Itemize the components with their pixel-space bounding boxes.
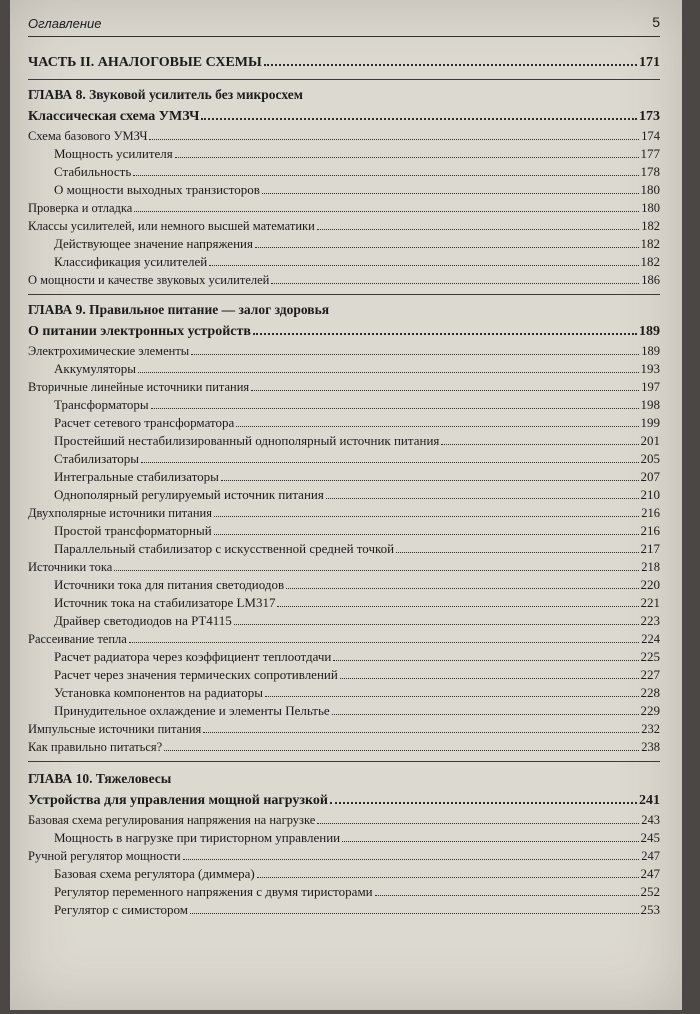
toc-entry[interactable] bbox=[28, 432, 660, 450]
leader-dots bbox=[396, 540, 638, 553]
entry-title: Как правильно питаться? bbox=[28, 740, 163, 754]
toc-entry[interactable] bbox=[28, 883, 660, 901]
toc-entry[interactable] bbox=[28, 540, 660, 558]
leader-dots bbox=[253, 321, 637, 335]
leader-dots bbox=[190, 901, 638, 914]
entry-page: 180 bbox=[640, 182, 660, 197]
entry-page: 201 bbox=[640, 433, 660, 448]
leader-dots bbox=[342, 829, 638, 842]
entry-title: Источники тока bbox=[28, 560, 113, 574]
entry-page: 252 bbox=[640, 884, 660, 899]
leader-dots bbox=[326, 486, 639, 499]
toc-entry[interactable] bbox=[28, 576, 660, 594]
entry-title: Действующее значение напряжения bbox=[54, 236, 253, 251]
entry-title: Проверка и отладка bbox=[28, 201, 133, 215]
entry-title: Установка компонентов на радиаторы bbox=[54, 685, 263, 700]
entry-page: 229 bbox=[640, 703, 660, 718]
entry-page: 182 bbox=[640, 254, 660, 269]
toc-entry[interactable] bbox=[28, 829, 660, 847]
entry-title: Аккумуляторы bbox=[54, 361, 137, 376]
entry-title: Интегральные стабилизаторы bbox=[54, 469, 219, 484]
leader-dots bbox=[317, 811, 639, 824]
toc-entry[interactable] bbox=[28, 648, 660, 666]
chapter-8-entries bbox=[28, 127, 660, 289]
entry-title: Источники тока для питания светодиодов bbox=[54, 577, 285, 592]
leader-dots bbox=[375, 883, 639, 896]
leader-dots bbox=[134, 199, 639, 212]
toc-entry[interactable] bbox=[28, 163, 660, 181]
leader-dots bbox=[264, 52, 637, 66]
toc-entry[interactable] bbox=[28, 145, 660, 163]
leader-dots bbox=[262, 181, 639, 194]
leader-dots bbox=[214, 522, 639, 535]
toc-entry[interactable] bbox=[28, 522, 660, 540]
section-title: Классическая схема УМЗЧ bbox=[28, 109, 200, 124]
toc-entry[interactable] bbox=[28, 666, 660, 684]
toc-entry[interactable] bbox=[28, 360, 660, 378]
entry-page: 245 bbox=[640, 830, 660, 845]
part-title: ЧАСТЬ II. АНАЛОГОВЫЕ СХЕМЫ bbox=[28, 55, 262, 70]
entry-title: Драйвер светодиодов на PT4115 bbox=[54, 613, 232, 628]
toc-entry[interactable] bbox=[28, 199, 660, 217]
entry-page: 198 bbox=[640, 397, 660, 412]
entry-page: 243 bbox=[641, 813, 660, 827]
toc-entry[interactable] bbox=[28, 271, 660, 289]
leader-dots bbox=[236, 414, 638, 427]
chapter-title: ГЛАВА 9. Правильное питание — залог здоровья bbox=[28, 302, 330, 317]
entry-title: Ручной регулятор мощности bbox=[28, 849, 181, 863]
leader-dots bbox=[221, 468, 639, 481]
leader-dots bbox=[175, 145, 639, 158]
chapter-10-heading[interactable] bbox=[28, 768, 660, 790]
entry-page: 205 bbox=[640, 451, 660, 466]
entry-title: Расчет радиатора через коэффициент теплоотдачи bbox=[54, 649, 332, 664]
entry-title: Источник тока на стабилизаторе LM317 bbox=[54, 595, 276, 610]
toc-entry[interactable] bbox=[28, 342, 660, 360]
entry-title: Расчет через значения термических сопротивлений bbox=[54, 667, 338, 682]
leader-dots bbox=[255, 235, 639, 248]
leader-dots bbox=[330, 790, 637, 804]
entry-page: 182 bbox=[641, 219, 660, 233]
leader-dots bbox=[317, 217, 639, 230]
leader-dots bbox=[214, 504, 639, 517]
toc-entry[interactable] bbox=[28, 558, 660, 576]
toc-entry[interactable] bbox=[28, 235, 660, 253]
chapter-9-entries bbox=[28, 342, 660, 756]
leader-dots bbox=[333, 648, 638, 661]
entry-title: О мощности и качестве звуковых усилителей bbox=[28, 273, 270, 287]
entry-page: 199 bbox=[640, 415, 660, 430]
entry-title: Регулятор с симистором bbox=[54, 902, 189, 917]
section-title: О питании электронных устройств bbox=[28, 324, 251, 339]
leader-dots bbox=[257, 865, 639, 878]
entry-page: 247 bbox=[640, 866, 660, 881]
leader-dots bbox=[141, 450, 639, 463]
entry-title: Импульсные источники питания bbox=[28, 722, 202, 736]
toc-entry[interactable] bbox=[28, 253, 660, 271]
page-header bbox=[28, 14, 660, 37]
leader-dots bbox=[191, 342, 639, 355]
entry-page: 207 bbox=[640, 469, 660, 484]
table-of-contents bbox=[28, 52, 660, 919]
leader-dots bbox=[164, 738, 639, 751]
leader-dots bbox=[183, 847, 640, 860]
entry-title: Стабилизаторы bbox=[54, 451, 139, 466]
toc-entry[interactable] bbox=[28, 414, 660, 432]
entry-title: Трансформаторы bbox=[54, 397, 149, 412]
leader-dots bbox=[271, 271, 639, 284]
toc-part-heading[interactable] bbox=[28, 52, 660, 74]
entry-page: 227 bbox=[640, 667, 660, 682]
entry-title: Рассеивание тепла bbox=[28, 632, 127, 646]
leader-dots bbox=[203, 720, 639, 733]
entry-page: 217 bbox=[640, 541, 660, 556]
entry-title: Двухполярные источники питания bbox=[28, 506, 212, 520]
entry-title: Классификация усилителей bbox=[54, 254, 208, 269]
leader-dots bbox=[151, 396, 639, 409]
part-page: 171 bbox=[639, 55, 660, 70]
entry-page: 247 bbox=[641, 849, 660, 863]
toc-entry[interactable] bbox=[28, 450, 660, 468]
entry-page: 189 bbox=[641, 344, 660, 358]
divider bbox=[28, 294, 660, 295]
toc-entry[interactable] bbox=[28, 127, 660, 145]
divider bbox=[28, 79, 660, 80]
leader-dots bbox=[201, 106, 637, 120]
entry-page: 178 bbox=[640, 164, 660, 179]
entry-title: Принудительное охлаждение и элементы Пельтье bbox=[54, 703, 330, 718]
entry-title: Однополярный регулируемый источник питания bbox=[54, 487, 324, 502]
leader-dots bbox=[286, 576, 638, 589]
entry-page: 218 bbox=[641, 560, 660, 574]
entry-title: Электрохимические элементы bbox=[28, 344, 190, 358]
entry-title: Расчет сетевого трансформатора bbox=[54, 415, 235, 430]
leader-dots bbox=[265, 684, 639, 697]
entry-page: 180 bbox=[641, 201, 660, 215]
leader-dots bbox=[332, 702, 639, 715]
toc-entry[interactable] bbox=[28, 468, 660, 486]
toc-entry[interactable] bbox=[28, 181, 660, 199]
entry-page: 186 bbox=[641, 273, 660, 287]
toc-entry[interactable] bbox=[28, 847, 660, 865]
leader-dots bbox=[340, 666, 639, 679]
toc-entry[interactable] bbox=[28, 378, 660, 396]
leader-dots bbox=[441, 432, 638, 445]
page-number: 5 bbox=[652, 14, 660, 30]
leader-dots bbox=[251, 378, 639, 391]
entry-page: 238 bbox=[641, 740, 660, 754]
leader-dots bbox=[129, 630, 639, 643]
toc-entry[interactable] bbox=[28, 630, 660, 648]
leader-dots bbox=[133, 163, 638, 176]
leader-dots bbox=[209, 253, 638, 266]
entry-title: Мощность усилителя bbox=[54, 146, 173, 161]
entry-title: Простейший нестабилизированный однополярный источник питания bbox=[54, 433, 440, 448]
entry-page: 177 bbox=[640, 146, 660, 161]
entry-page: 228 bbox=[640, 685, 660, 700]
leader-dots bbox=[149, 127, 639, 140]
entry-page: 174 bbox=[641, 129, 660, 143]
entry-page: 216 bbox=[641, 506, 660, 520]
section-page: 189 bbox=[639, 324, 660, 339]
entry-page: 182 bbox=[640, 236, 660, 251]
leader-dots bbox=[138, 360, 638, 373]
section-page: 173 bbox=[639, 109, 660, 124]
entry-page: 210 bbox=[640, 487, 660, 502]
toc-entry[interactable] bbox=[28, 684, 660, 702]
divider bbox=[28, 761, 660, 762]
entry-page: 232 bbox=[641, 722, 660, 736]
running-title: Оглавление bbox=[28, 16, 102, 31]
entry-page: 216 bbox=[640, 523, 660, 538]
entry-page: 221 bbox=[640, 595, 660, 610]
leader-dots bbox=[114, 558, 639, 571]
toc-entry[interactable] bbox=[28, 612, 660, 630]
chapter-10-section[interactable] bbox=[28, 790, 660, 811]
entry-title: Базовая схема регулятора (диммера) bbox=[54, 866, 255, 881]
section-page: 241 bbox=[639, 793, 660, 808]
toc-entry[interactable] bbox=[28, 811, 660, 829]
entry-title: О мощности выходных транзисторов bbox=[54, 182, 260, 197]
entry-page: 197 bbox=[641, 380, 660, 394]
chapter-8-section[interactable] bbox=[28, 106, 660, 127]
entry-page: 223 bbox=[640, 613, 660, 628]
book-page bbox=[10, 0, 682, 1010]
leader-dots bbox=[234, 612, 639, 625]
entry-page: 193 bbox=[640, 361, 660, 376]
chapter-8-heading[interactable] bbox=[28, 84, 660, 106]
entry-title: Вторичные линейные источники питания bbox=[28, 380, 250, 394]
toc-entry[interactable] bbox=[28, 702, 660, 720]
toc-entry[interactable] bbox=[28, 865, 660, 883]
entry-title: Схема базового УМЗЧ bbox=[28, 129, 148, 143]
toc-entry[interactable] bbox=[28, 594, 660, 612]
section-title: Устройства для управления мощной нагрузкой bbox=[28, 793, 328, 808]
entry-title: Базовая схема регулирования напряжения на нагрузке bbox=[28, 813, 316, 827]
entry-title: Классы усилителей, или немного высшей математики bbox=[28, 219, 315, 233]
chapter-title: ГЛАВА 8. Звуковой усилитель без микросхем bbox=[28, 87, 303, 102]
leader-dots bbox=[277, 594, 638, 607]
toc-entry[interactable] bbox=[28, 504, 660, 522]
toc-entry[interactable] bbox=[28, 720, 660, 738]
entry-title: Мощность в нагрузке при тиристорном управлении bbox=[54, 830, 341, 845]
entry-title: Регулятор переменного напряжения с двумя тиристорами bbox=[54, 884, 373, 899]
entry-title: Стабильность bbox=[54, 164, 132, 179]
toc-entry[interactable] bbox=[28, 738, 660, 756]
chapter-9-heading[interactable] bbox=[28, 299, 660, 321]
entry-page: 224 bbox=[641, 632, 660, 646]
toc-entry[interactable] bbox=[28, 901, 660, 919]
chapter-10-entries bbox=[28, 811, 660, 919]
toc-entry[interactable] bbox=[28, 217, 660, 235]
entry-title: Простой трансформаторный bbox=[54, 523, 212, 538]
entry-page: 253 bbox=[640, 902, 660, 917]
toc-entry[interactable] bbox=[28, 396, 660, 414]
entry-page: 225 bbox=[640, 649, 660, 664]
entry-title: Параллельный стабилизатор с искусственной средней точкой bbox=[54, 541, 395, 556]
chapter-9-section[interactable] bbox=[28, 321, 660, 342]
toc-entry[interactable] bbox=[28, 486, 660, 504]
entry-page: 220 bbox=[640, 577, 660, 592]
chapter-title: ГЛАВА 10. Тяжеловесы bbox=[28, 771, 172, 786]
